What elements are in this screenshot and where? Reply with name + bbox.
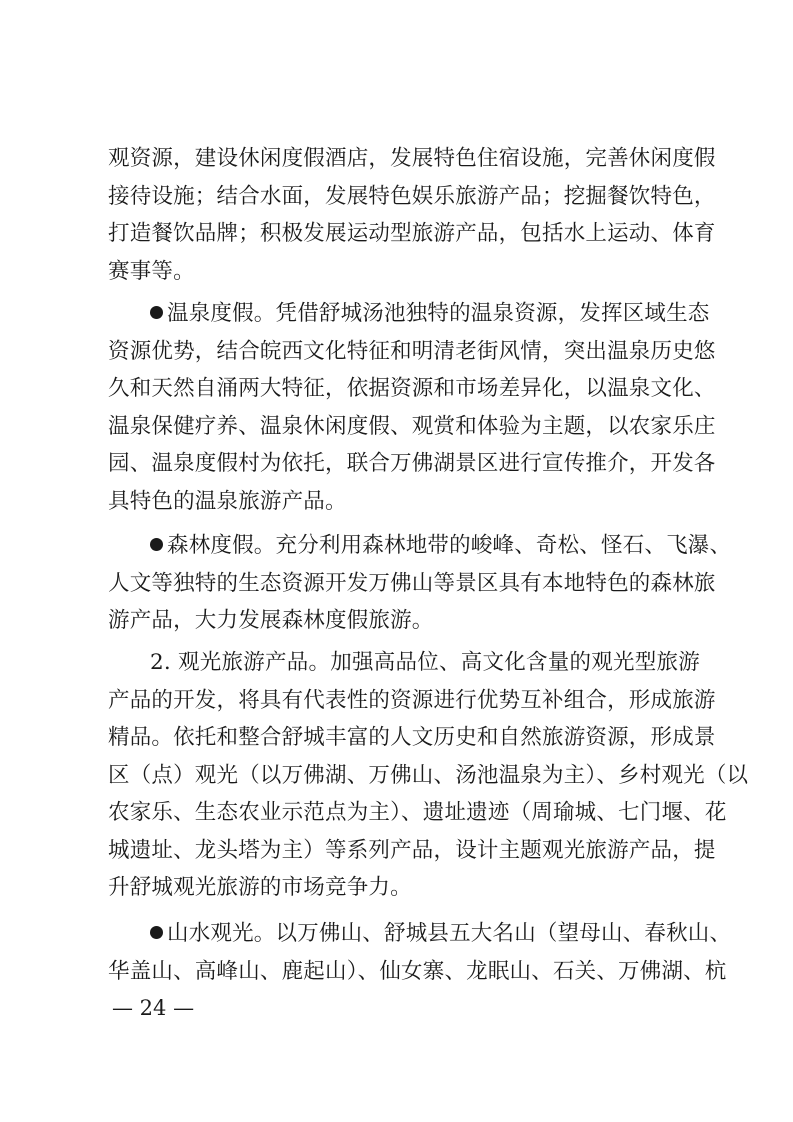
text-line: 久和天然自涌两大特征，依据资源和市场差异化，以温泉文化、 (108, 376, 716, 401)
text-line: 人文等独特的生态资源开发万佛山等景区具有本地特色的森林旅 (108, 570, 716, 596)
bullet-line (108, 527, 732, 565)
text-line: 温泉保健疗养、温泉休闲度假、观赏和体验为主题，以农家乐庄 (108, 413, 716, 439)
bullet-line (108, 295, 710, 333)
paragraph-landscape (108, 915, 732, 990)
paragraph-forest (108, 527, 732, 640)
paragraph-continuation (108, 140, 716, 290)
bullet-dot-icon (150, 306, 163, 319)
text-line: 2. 观光旅游产品。加强高品位、高文化含量的观光型旅游 (150, 650, 700, 675)
text-line: 产品的开发，将具有代表性的资源进行优势互补组合，形成旅游 (108, 687, 716, 713)
text-line: 园、温泉度假村为依托，联合万佛湖景区进行宣传推介，开发各 (108, 451, 716, 476)
text-line: 森林度假。充分利用森林地带的峻峰、奇松、怪石、飞瀑、 (167, 533, 732, 558)
paragraph-sightseeing (108, 644, 749, 907)
text-line: 华盖山、高峰山、鹿起山）、仙女寨、龙眠山、石关、万佛湖、杭 (108, 958, 727, 984)
text-line: 农家乐、生态农业示范点为主）、遗址遗迹（周瑜城、七门堰、花 (108, 800, 727, 825)
text-line: 观资源，建设休闲度假酒店，发展特色住宿设施，完善休闲度假 (108, 146, 716, 171)
text-line: 游产品，大力发展森林度假旅游。 (108, 608, 434, 633)
text-line: 接待设施；结合水面，发展特色娱乐旅游产品；挖掘餐饮特色， (108, 183, 716, 209)
page-number: — 24 — (112, 996, 195, 1020)
text-line: 具特色的温泉旅游产品。 (108, 488, 347, 514)
text-line: 精品。依托和整合舒城丰富的人文历史和自然旅游资源，形成景 (108, 725, 716, 750)
text-line: 打造餐饮品牌；积极发展运动型旅游产品，包括水上运动、体育 (108, 221, 716, 246)
text-line: 温泉度假。凭借舒城汤池独特的温泉资源，发挥区域生态 (167, 301, 710, 326)
bullet-dot-icon (150, 538, 163, 551)
paragraph-hot-spring (108, 295, 716, 520)
text-line: 山水观光。以万佛山、舒城县五大名山（望母山、春秋山、 (167, 921, 732, 946)
bullet-dot-icon (150, 926, 163, 939)
text-line: 资源优势，结合皖西文化特征和明清老街风情，突出温泉历史悠 (108, 338, 716, 364)
text-line: 区（点）观光（以万佛湖、万佛山、汤池温泉为主）、乡村观光（以 (108, 762, 749, 788)
text-line: 城遗址、龙头塔为主）等系列产品，设计主题观光旅游产品，提 (108, 837, 716, 863)
text-line: 升舒城观光旅游的市场竞争力。 (108, 875, 412, 900)
bullet-line (108, 915, 732, 953)
text-line: 赛事等。 (108, 258, 195, 284)
